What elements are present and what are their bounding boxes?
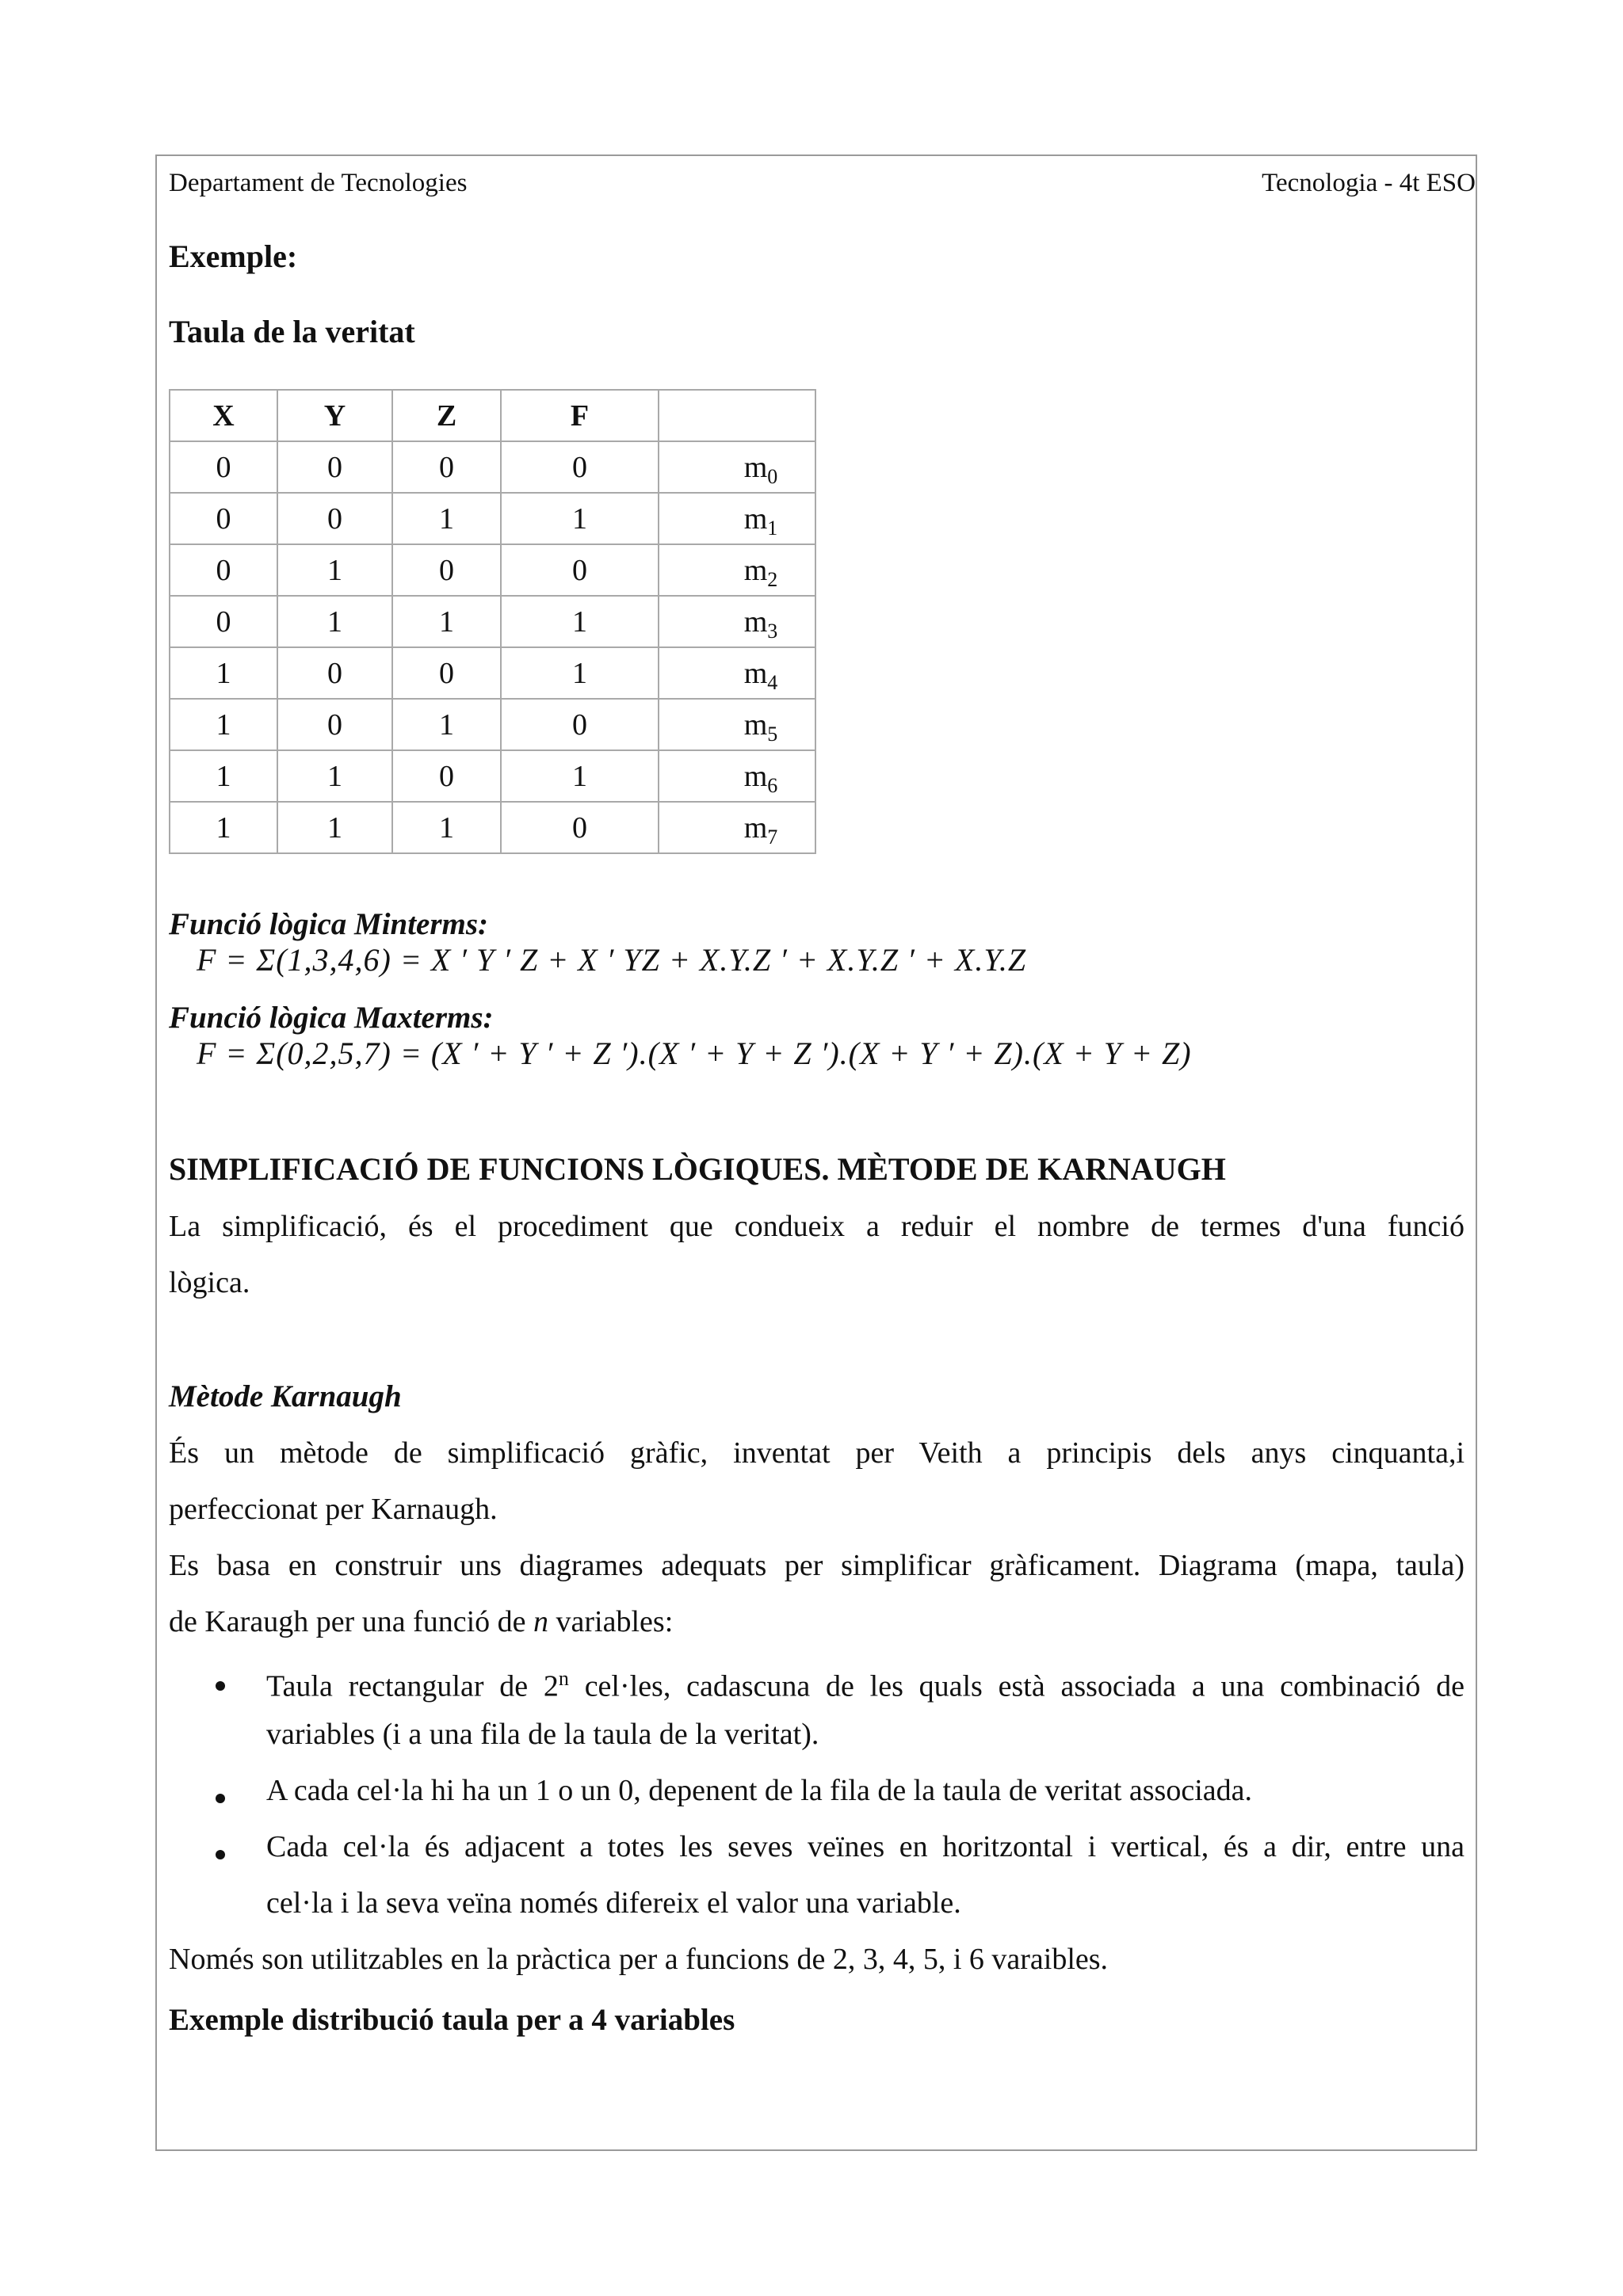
cell-z: 1 xyxy=(392,802,501,853)
column-header-x: X xyxy=(170,390,277,441)
example-distribution-title: Exemple distribució taula per a 4 variables xyxy=(169,2003,735,2037)
cell-z: 1 xyxy=(392,596,501,647)
cell-z: 0 xyxy=(392,750,501,802)
minterm-index: 4 xyxy=(767,670,778,694)
cell-x: 0 xyxy=(170,544,277,596)
maxterms-title: Funció lògica Maxterms: xyxy=(169,1001,494,1035)
cell-z: 1 xyxy=(392,699,501,750)
minterm-index: 2 xyxy=(767,567,778,591)
variable-n: n xyxy=(533,1605,549,1638)
cell-y: 1 xyxy=(277,544,392,596)
bullet-icon xyxy=(216,1850,225,1859)
maxterms-formula: F = Σ(0,2,5,7) = (X ′ + Y ′ + Z ′).(X ′ + Y + Z ′).(X + Y ′ + Z).(X + Y + Z) xyxy=(197,1035,1192,1071)
table-row xyxy=(170,750,815,802)
bullet-2-line-1: A cada cel·la hi ha un 1 o un 0, depenent de la fila de la taula de veritat associada. xyxy=(266,1774,1252,1807)
cell-y: 0 xyxy=(277,441,392,493)
cell-z: 0 xyxy=(392,441,501,493)
minterm-index: 0 xyxy=(767,464,778,488)
table-row xyxy=(170,647,815,699)
header-department: Departament de Tecnologies xyxy=(169,169,468,197)
cell-minterm xyxy=(659,544,815,596)
minterm-letter: m xyxy=(743,605,768,639)
cell-x: 1 xyxy=(170,802,277,853)
table-row xyxy=(170,441,815,493)
bullet-1-text-post: cel·les, cadascuna de les quals està associada a una combinació de xyxy=(568,1669,1465,1703)
cell-minterm xyxy=(659,750,815,802)
karnaugh-method-title: Mètode Karnaugh xyxy=(169,1379,402,1413)
bullet-1-line-1 xyxy=(266,1650,1465,1715)
column-header-z: Z xyxy=(392,390,501,441)
karnaugh-p1-line-1: És un mètode de simplificació gràfic, inventat per Veith a principis dels anys cinquanta,i xyxy=(169,1436,1465,1470)
minterms-title: Funció lògica Minterms: xyxy=(169,907,489,941)
cell-minterm xyxy=(659,441,815,493)
usage-note: Només son utilitzables en la pràctica per a funcions de 2, 3, 4, 5, i 6 varaibles. xyxy=(169,1943,1109,1976)
cell-x: 1 xyxy=(170,647,277,699)
cell-y: 0 xyxy=(277,699,392,750)
minterm-letter: m xyxy=(743,656,768,690)
minterm-index: 1 xyxy=(767,516,778,540)
cell-minterm xyxy=(659,802,815,853)
cell-z: 1 xyxy=(392,493,501,544)
cell-f: 0 xyxy=(501,441,659,493)
cell-f: 0 xyxy=(501,699,659,750)
minterms-formula: F = Σ(1,3,4,6) = X ′ Y ′ Z + X ′ YZ + X.Y.Z ′ + X.Y.Z ′ + X.Y.Z xyxy=(197,942,1027,978)
table-row xyxy=(170,802,815,853)
bullet-1-text-pre: Taula rectangular de 2 xyxy=(266,1669,559,1703)
bullet-3-line-2: cel·la i la seva veïna només difereix el valor una variable. xyxy=(266,1886,961,1920)
cell-minterm xyxy=(659,596,815,647)
table-row xyxy=(170,544,815,596)
column-header-minterm xyxy=(659,390,815,441)
section-title: SIMPLIFICACIÓ DE FUNCIONS LÒGIQUES. MÈTODE DE KARNAUGH xyxy=(169,1151,1226,1187)
cell-y: 1 xyxy=(277,596,392,647)
table-row xyxy=(170,699,815,750)
truth-table-header-row xyxy=(170,390,815,441)
column-header-y: Y xyxy=(277,390,392,441)
cell-f: 1 xyxy=(501,647,659,699)
table-row xyxy=(170,596,815,647)
cell-f: 1 xyxy=(501,596,659,647)
cell-f: 1 xyxy=(501,750,659,802)
karnaugh-p2-text-pre: de Karaugh per una funció de xyxy=(169,1605,534,1638)
karnaugh-p1-line-2: perfeccionat per Karnaugh. xyxy=(169,1493,498,1526)
exponent-n: n xyxy=(558,1667,569,1690)
minterm-letter: m xyxy=(743,810,768,845)
cell-x: 1 xyxy=(170,750,277,802)
cell-y: 0 xyxy=(277,647,392,699)
minterm-letter: m xyxy=(743,450,768,484)
column-header-f: F xyxy=(501,390,659,441)
cell-f: 0 xyxy=(501,802,659,853)
intro-line-2: lògica. xyxy=(169,1266,250,1299)
cell-x: 0 xyxy=(170,493,277,544)
intro-line-1: La simplificació, és el procediment que condueix a reduir el nombre de termes d'una funció xyxy=(169,1210,1465,1243)
cell-minterm xyxy=(659,493,815,544)
minterm-index: 7 xyxy=(767,825,778,849)
bullet-icon xyxy=(216,1794,225,1803)
karnaugh-p2-line-1: Es basa en construir uns diagrames adequats per simplificar gràficament. Diagrama (mapa, taula) xyxy=(169,1549,1465,1582)
cell-z: 0 xyxy=(392,544,501,596)
cell-z: 0 xyxy=(392,647,501,699)
minterm-letter: m xyxy=(743,502,768,536)
cell-f: 1 xyxy=(501,493,659,544)
cell-minterm xyxy=(659,647,815,699)
cell-x: 0 xyxy=(170,596,277,647)
karnaugh-p2-line-2 xyxy=(169,1594,1465,1650)
bullet-1-line-2: variables (i a una fila de la taula de la veritat). xyxy=(266,1718,819,1751)
minterm-letter: m xyxy=(743,707,768,742)
cell-y: 0 xyxy=(277,493,392,544)
cell-y: 1 xyxy=(277,750,392,802)
karnaugh-p2-text-post: variables: xyxy=(548,1605,674,1638)
minterm-index: 5 xyxy=(767,722,778,746)
bullet-icon xyxy=(216,1681,225,1691)
bullet-3-line-1: Cada cel·la és adjacent a totes les seves veïnes en horitzontal i vertical, és a dir, entre una xyxy=(266,1830,1465,1863)
cell-x: 0 xyxy=(170,441,277,493)
minterm-index: 6 xyxy=(767,773,778,797)
minterm-letter: m xyxy=(743,553,768,587)
truth-table-title: Taula de la veritat xyxy=(169,314,415,349)
example-heading: Exemple: xyxy=(169,238,298,274)
cell-f: 0 xyxy=(501,544,659,596)
cell-x: 1 xyxy=(170,699,277,750)
truth-table xyxy=(169,389,816,854)
header-course: Tecnologia - 4t ESO xyxy=(1262,169,1476,197)
table-row xyxy=(170,493,815,544)
minterm-index: 3 xyxy=(767,619,778,643)
minterm-letter: m xyxy=(743,759,768,793)
cell-y: 1 xyxy=(277,802,392,853)
cell-minterm xyxy=(659,699,815,750)
